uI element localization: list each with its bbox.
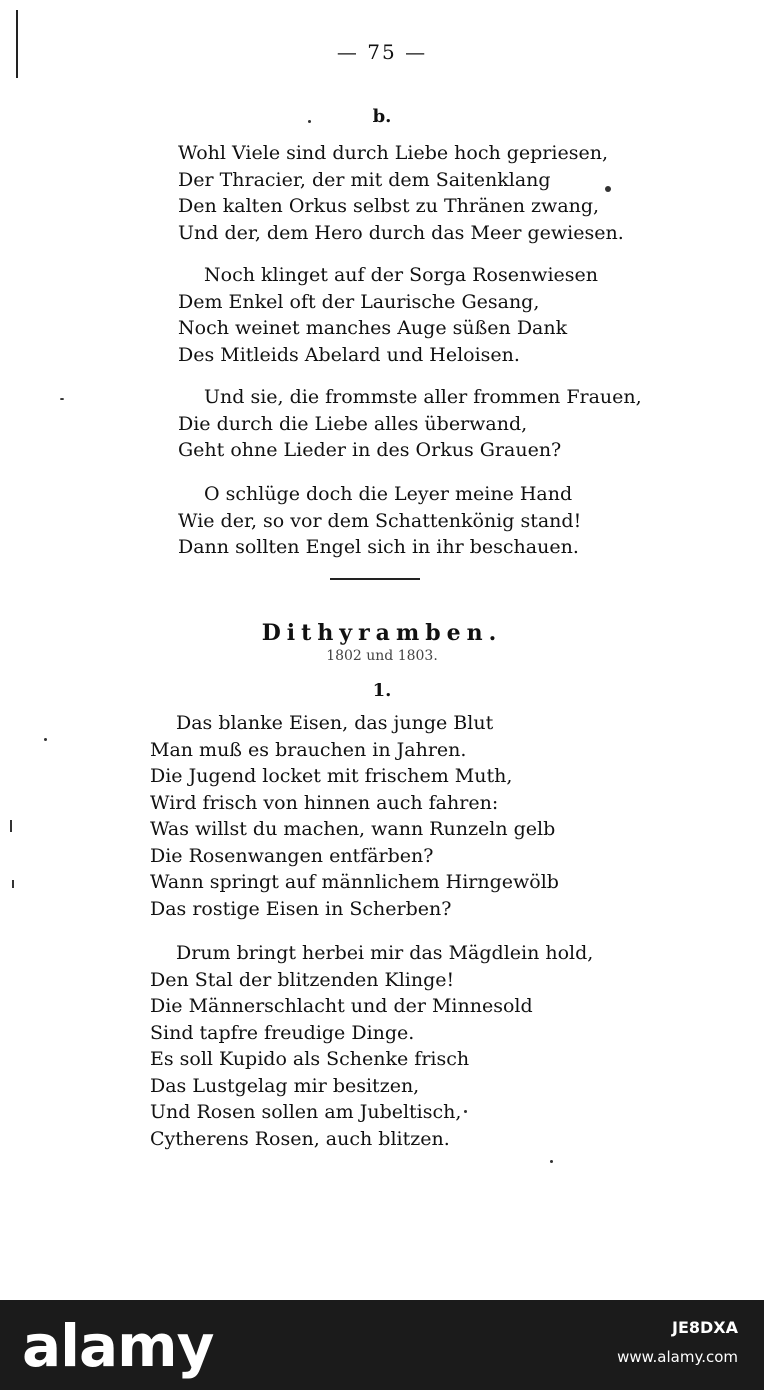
poem-line: Geht ohne Lieder in des Orkus Grauen? <box>178 439 562 461</box>
scan-speck <box>308 120 311 123</box>
poem-line: Und Rosen sollen am Jubeltisch, <box>150 1101 462 1123</box>
dithyramb-stanza-1 <box>150 710 559 922</box>
poem-line: Das blanke Eisen, das junge Blut <box>176 712 494 734</box>
poem-line: Dann sollten Engel sich in ihr beschauen. <box>178 536 579 558</box>
poem-line: Das rostige Eisen in Scherben? <box>150 897 452 920</box>
sonnet-stanza-3 <box>178 384 642 464</box>
scan-speck <box>44 738 47 741</box>
poem-line: Noch weinet manches Auge süßen Dank <box>178 317 568 339</box>
poem-line: Man muß es brauchen in Jahren. <box>150 738 467 761</box>
scan-speck <box>10 820 12 832</box>
poem-line: Sind tapfre freudige Dinge. <box>150 1021 415 1044</box>
poem-line: Den kalten Orkus selbst zu Thränen zwang, <box>178 195 600 217</box>
poem-line: Es soll Kupido als Schenke frisch <box>150 1048 470 1070</box>
scan-speck <box>605 186 611 192</box>
dithyramb-stanza-2 <box>150 940 593 1152</box>
poem-line: Cytherens Rosen, auch blitzen. <box>150 1127 450 1150</box>
poem-line: Die Rosenwangen entfärben? <box>150 844 434 867</box>
sonnet-stanza-1 <box>178 140 624 246</box>
poem-line: Den Stal der blitzenden Klinge! <box>150 968 455 991</box>
poem-line: Wohl Viele sind durch Liebe hoch gepriesen, <box>178 142 608 164</box>
poem-line: Der Thracier, der mit dem Saitenklang <box>178 168 551 191</box>
poem-line: Die Männerschlacht und der Minnesold <box>150 995 533 1017</box>
poem-line: Des Mitleids Abelard und Heloisen. <box>178 343 520 366</box>
poem-number: 1. <box>372 680 392 701</box>
scan-speck <box>464 1110 467 1113</box>
section-label-b: b. <box>372 106 392 127</box>
sonnet-stanza-4 <box>178 481 581 561</box>
poem-line: Und sie, die frommste aller frommen Frauen, <box>204 386 642 408</box>
watermark-url: www.alamy.com <box>617 1348 738 1366</box>
poem-line: Die durch die Liebe alles überwand, <box>178 412 528 435</box>
poem-line: O schlüge doch die Leyer meine Hand <box>204 483 573 505</box>
poem-line: Und der, dem Hero durch das Meer gewiesen. <box>178 221 624 244</box>
poem-line: Noch klinget auf der Sorga Rosenwiesen <box>204 264 598 286</box>
scan-speck <box>550 1160 553 1163</box>
page-number: — 75 — <box>336 40 428 64</box>
poem-line: Dem Enkel oft der Laurische Gesang, <box>178 290 540 313</box>
sonnet-stanza-2 <box>178 262 598 368</box>
poem-line: Die Jugend locket mit frischem Muth, <box>150 765 513 787</box>
watermark-logo: alamy <box>22 1312 214 1380</box>
poem-line: Wie der, so vor dem Schattenkönig stand! <box>178 509 582 532</box>
poem-line: Was willst du machen, wann Runzeln gelb <box>150 818 556 840</box>
stock-watermark-bar <box>0 1300 764 1390</box>
dithyramben-years: 1802 und 1803. <box>326 648 438 664</box>
poem-line: Wann springt auf männlichem Hirngewölb <box>150 871 559 893</box>
poem-line: Drum bringt herbei mir das Mägdlein hold, <box>176 942 594 964</box>
section-divider <box>330 578 420 580</box>
poem-line: Das Lustgelag mir besitzen, <box>150 1074 420 1097</box>
watermark-image-id: JE8DXA <box>671 1318 738 1337</box>
scan-speck <box>60 398 64 400</box>
poem-line: Wird frisch von hinnen auch fahren: <box>150 791 499 814</box>
dithyramben-heading: Dithyramben. <box>261 620 503 646</box>
scan-speck <box>12 880 14 888</box>
